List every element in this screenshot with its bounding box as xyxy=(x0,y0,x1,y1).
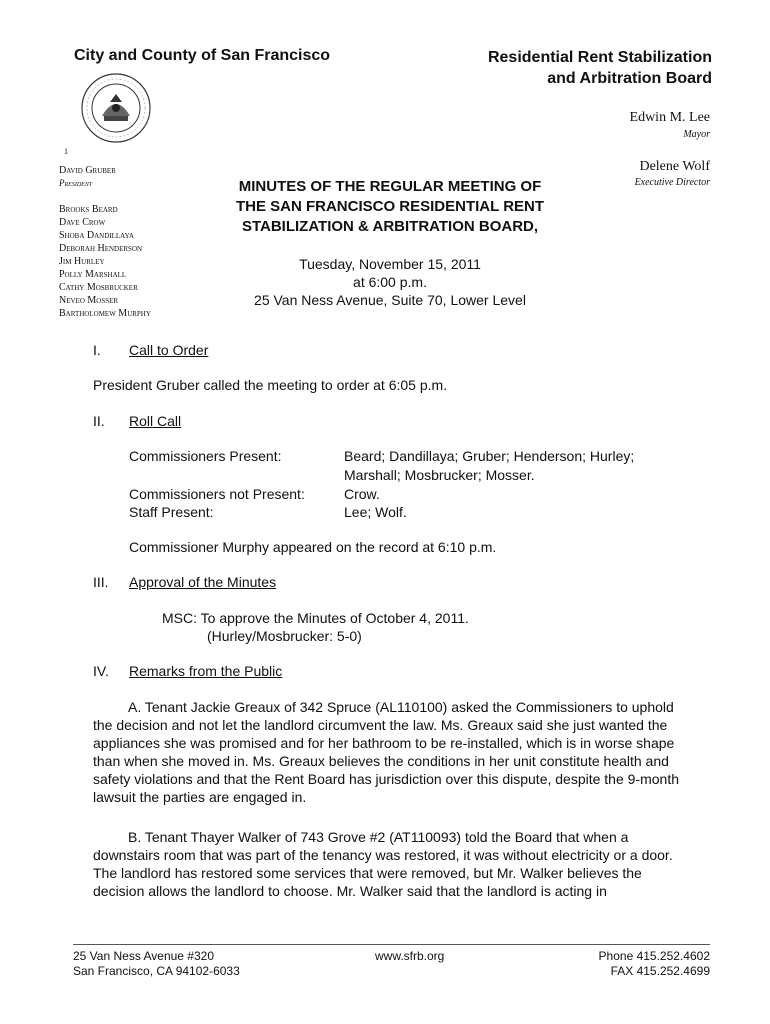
president-name: David Gruber xyxy=(59,165,116,176)
executive-director-name: Delene Wolf xyxy=(639,159,710,174)
footer-address-line1: 25 Van Ness Avenue #320 xyxy=(73,949,214,963)
present-value-line2: Marshall; Mosbrucker; Mosser. xyxy=(344,467,535,483)
section-number: IV. xyxy=(93,663,109,679)
present-value-line1: Beard; Dandillaya; Gruber; Henderson; Hurley; xyxy=(344,448,635,464)
commissioner-name: Deborah Henderson xyxy=(59,243,143,254)
public-remark-b: B. Tenant Thayer Walker of 743 Grove #2 (AT110093) told the Board that when a downstairs room that was part of the tenancy was restored, it was without electricity or a door. The landlord has restored some services that were removed, but Mr. Walker believes the decision allows the landlord to choose. Mr. Walker said that the landlord is acting in xyxy=(93,829,673,899)
not-present-label: Commissioners not Present: xyxy=(129,486,305,502)
section-title: Roll Call xyxy=(129,413,182,429)
document-title xyxy=(195,177,585,237)
roll-call-note: Commissioner Murphy appeared on the record at 6:10 p.m. xyxy=(129,539,497,555)
header-right-title-line2: and Arbitration Board xyxy=(547,70,712,87)
staff-value: Lee; Wolf. xyxy=(344,504,407,520)
not-present-value: Crow. xyxy=(344,486,380,502)
msc-vote: (Hurley/Mosbrucker: 5-0) xyxy=(207,628,362,644)
city-seal-icon xyxy=(80,72,152,144)
public-remark-a: A. Tenant Jackie Greaux of 342 Spruce (AL110100) asked the Commissioners to uphold the decision and not let the landlord circumvent the law. Ms. Greaux said she just wanted the appliances she was promised and for her bathroom to be re-installed, which is in worse shape than when she moved in. Ms. Greaux believes the conditions in her unit constitute health and safety violations and that the Rent Board has jurisdiction over this dispute, despite the 9-month lawsuit the parties are engaged in. xyxy=(93,699,680,805)
footer-phone: Phone 415.252.4602 xyxy=(598,949,710,963)
commissioner-list xyxy=(59,203,151,320)
commissioner-name: Bartholomew Murphy xyxy=(59,308,151,319)
commissioner-name: Brooks Beard xyxy=(59,204,118,215)
commissioner-name: Shoba Dandillaya xyxy=(59,230,134,241)
footer-divider xyxy=(73,944,710,945)
footer-fax: FAX 415.252.4699 xyxy=(610,964,710,978)
document-title-line2: THE SAN FRANCISCO RESIDENTIAL RENT xyxy=(235,198,545,215)
commissioner-name: Cathy Mosbrucker xyxy=(59,282,138,293)
commissioner-name: Polly Marshall xyxy=(59,269,127,280)
footer-website[interactable]: www.sfrb.org xyxy=(375,949,445,963)
msc-motion: MSC: To approve the Minutes of October 4, 2011. xyxy=(162,610,469,626)
commissioner-name: Neveo Mosser xyxy=(59,295,119,306)
staff-label: Staff Present: xyxy=(129,504,214,520)
mayor-name: Edwin M. Lee xyxy=(629,110,710,125)
mayor-title: Mayor xyxy=(683,129,710,140)
footer-address xyxy=(73,949,240,979)
document-title-line1: MINUTES OF THE REGULAR MEETING OF xyxy=(238,178,542,195)
seal-number: 1 xyxy=(64,147,68,156)
section-title: Approval of the Minutes xyxy=(129,574,277,590)
footer-contact xyxy=(599,949,710,979)
meeting-date: Tuesday, November 15, 2011 xyxy=(299,256,481,272)
meeting-location: 25 Van Ness Avenue, Suite 70, Lower Level xyxy=(254,292,526,308)
section-title: Remarks from the Public xyxy=(129,663,283,679)
header-right-title xyxy=(488,47,712,89)
commissioner-name: Dave Crow xyxy=(59,217,106,228)
present-label: Commissioners Present: xyxy=(129,448,282,464)
header-right-title-line1: Residential Rent Stabilization xyxy=(487,49,712,66)
commissioner-name: Jim Hurley xyxy=(59,256,105,267)
section-number: II. xyxy=(93,413,105,429)
meeting-details xyxy=(195,255,585,309)
header-left-title: City and County of San Francisco xyxy=(74,47,331,64)
president-title: President xyxy=(59,178,93,188)
call-to-order-text: President Gruber called the meeting to order at 6:05 p.m. xyxy=(93,377,448,393)
meeting-time: at 6:00 p.m. xyxy=(353,274,427,290)
document-title-line3: STABILIZATION & ARBITRATION BOARD, xyxy=(241,218,539,235)
section-number: III. xyxy=(93,574,109,590)
section-number: I. xyxy=(93,342,101,358)
footer-address-line2: San Francisco, CA 94102-6033 xyxy=(73,964,240,978)
executive-director-title: Executive Director xyxy=(634,177,710,188)
section-title: Call to Order xyxy=(129,342,209,358)
